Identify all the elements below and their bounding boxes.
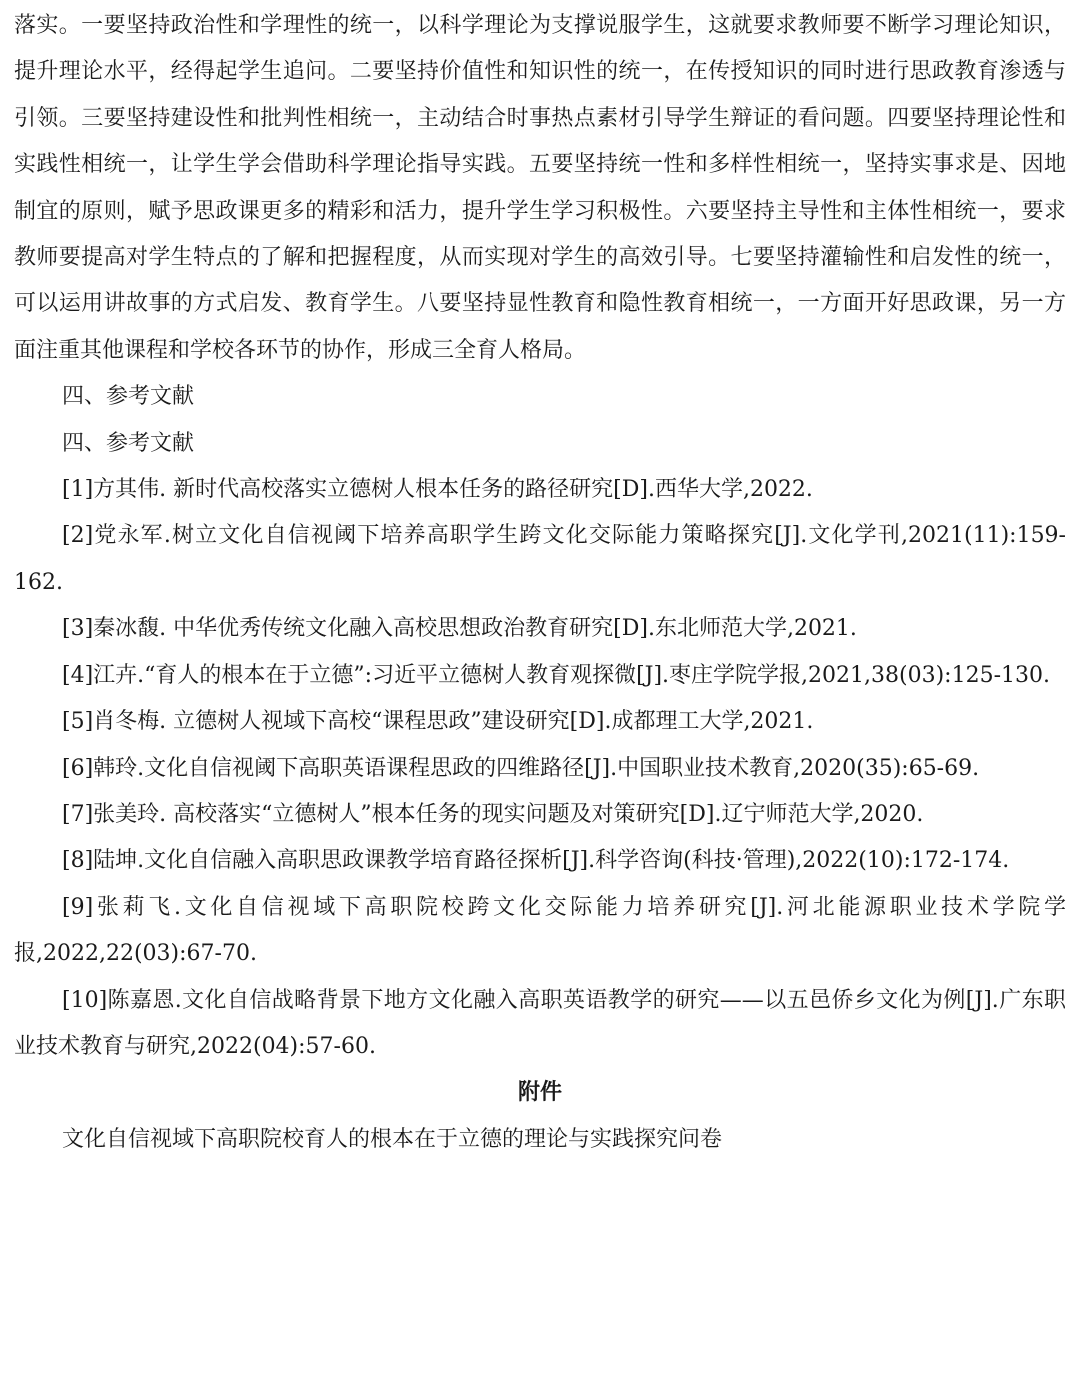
body-paragraph: 落实。一要坚持政治性和学理性的统一，以科学理论为支撑说服学生，这就要求教师要不断学习理论知识，提升理论水平，经得起学生追问。二要坚持价值性和知识性的统一，在传授知识的同时进行思政教育渗透与引领。三要坚持建设性和批判性相统一，主动结合时事热点素材引导学生辩证的看问题。四要坚持理论性和实践性相统一，让学生学会借助科学理论指导实践。五要坚持统一性和多样性相统一，坚持实事求是、因地制宜的原则，赋予思政课更多的精彩和活力，提升学生学习积极性。六要坚持主导性和主体性相统一，要求教师要提高对学生特点的了解和把握程度，从而实现对学生的高效引导。七要坚持灌输性和启发性的统一，可以运用讲故事的方式启发、教育学生。八要坚持显性教育和隐性教育相统一，一方面开好思政课，另一方面注重其他课程和学校各环节的协作，形成三全育人格局。: [14, 13, 1066, 363]
reference-item: [5]肖冬梅. 立德树人视域下高校“课程思政”建设研究[D].成都理工大学,2021.: [62, 709, 814, 735]
reference-item: [8]陆坤.文化自信融入高职思政课教学培育路径探析[J].科学咨询(科技·管理),2022(10):172-174.: [62, 848, 1010, 874]
reference-item: [7]张美玲. 高校落实“立德树人”根本任务的现实问题及对策研究[D].辽宁师范大学,2020.: [62, 801, 924, 827]
reference-item: [10]陈嘉恩.文化自信战略背景下地方文化融入高职英语教学的研究——以五邑侨乡文化为例[J].广东职业技术教育与研究,2022(04):57-60.: [14, 987, 1066, 1059]
reference-item: [6]韩玲.文化自信视阈下高职英语课程思政的四维路径[J].中国职业技术教育,2020(35):65-69.: [62, 755, 980, 781]
reference-item: [2]党永军.树立文化自信视阈下培养高职学生跨文化交际能力策略探究[J].文化学刊,2021(11):159-162.: [14, 523, 1066, 595]
survey-title: 文化自信视域下高职院校育人的根本在于立德的理论与实践探究问卷: [62, 1126, 723, 1152]
reference-item: [3]秦冰馥. 中华优秀传统文化融入高校思想政治教育研究[D].东北师范大学,2021.: [62, 616, 857, 642]
reference-item: [9]张莉飞.文化自信视域下高职院校跨文化交际能力培养研究[J].河北能源职业技术学院学报,2022,22(03):67-70.: [14, 894, 1066, 967]
appendix-title: 附件: [517, 1080, 562, 1106]
reference-list: [14, 467, 1066, 1070]
reference-item: [1]方其伟. 新时代高校落实立德树人根本任务的路径研究[D].西华大学,2022.: [62, 477, 813, 503]
reference-item: [4]江卉.“育人的根本在于立德”:习近平立德树人教育观探微[J].枣庄学院学报,2021,38(03):125-130.: [62, 662, 1050, 688]
references-heading: 四、参考文献: [62, 384, 195, 410]
references-heading-duplicate: 四、参考文献: [62, 430, 195, 456]
